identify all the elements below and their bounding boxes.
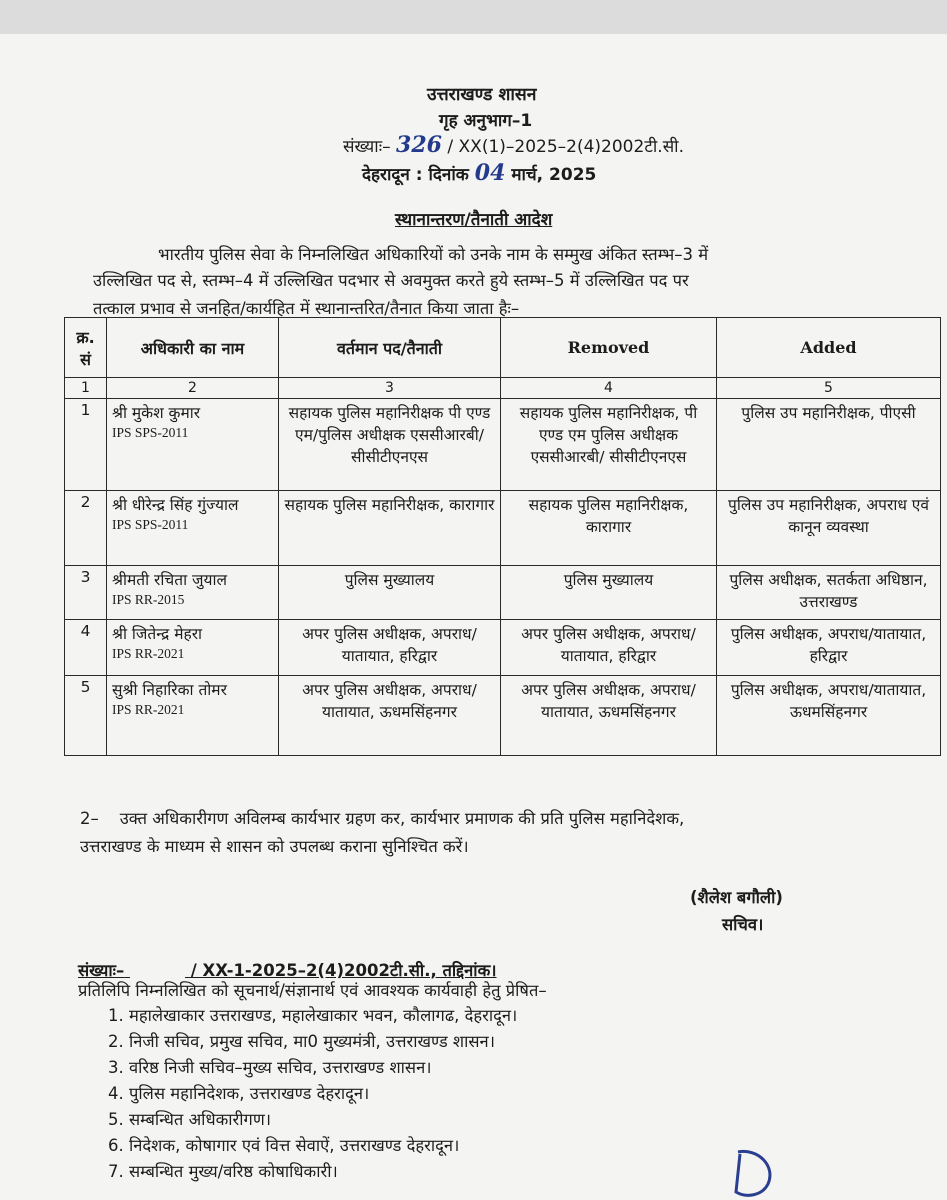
row-officer: [107, 620, 279, 676]
para2-line-2: उत्तराखण्ड के माध्यम से शासन को उपलब्ध कराना सुनिश्चित करें।: [80, 837, 469, 856]
row-added-post: पुलिस अधीक्षक, अपराध/यातायात, ऊधमसिंहनगर: [717, 676, 941, 756]
list-item: 4. पुलिस महानिदेशक, उत्तराखण्ड देहरादून।: [108, 1084, 370, 1103]
column-number-row: [65, 378, 941, 399]
row-sn: 3: [65, 566, 107, 620]
row-removed-post: पुलिस मुख्यालय: [501, 566, 717, 620]
list-item: 7. सम्बन्धित मुख्य/वरिष्ठ कोषाधिकारी।: [108, 1162, 338, 1181]
signatory-name: (शैलेश बगौली): [690, 888, 783, 907]
row-added-post: पुलिस अधीक्षक, सतर्कता अधिष्ठान, उत्तराखण्ड: [717, 566, 941, 620]
table-header-row: [65, 318, 941, 378]
intro-line-2: उल्लिखित पद से, स्तम्भ–4 में उल्लिखित पदभार से अवमुक्त करते हुये स्तम्भ–5 में उल्लिखित पद पर: [93, 271, 689, 290]
copy-ref-number: / XX-1-2025–2(4)2002टी.सी., तद्दिनांक।: [190, 961, 497, 980]
officer-name: श्री मुकेश कुमार: [112, 404, 201, 422]
number-suffix: / XX(1)–2025–2(4)2002टी.सी.: [447, 137, 684, 157]
top-shadow-strip: [0, 0, 947, 34]
order-date-line: [362, 160, 596, 186]
dept-heading: गृह अनुभाग–1: [439, 111, 533, 131]
org-heading: उत्तराखण्ड शासन: [427, 85, 537, 105]
col-number: 2: [107, 378, 279, 399]
intro-line-1: भारतीय पुलिस सेवा के निम्नलिखित अधिकारियों को उनके नाम के सम्मुख अंकित स्तम्भ–3 में: [158, 245, 709, 264]
list-item: 2. निजी सचिव, प्रमुख सचिव, मा0 मुख्यमंत्री, उत्तराखण्ड शासन।: [108, 1032, 495, 1051]
officer-service: IPS RR-2015: [112, 592, 185, 607]
officer-service: IPS RR-2021: [112, 702, 185, 717]
row-added-post: पुलिस अधीक्षक, अपराध/यातायात, हरिद्वार: [717, 620, 941, 676]
row-current-post: सहायक पुलिस महानिरीक्षक, कारागार: [279, 491, 501, 566]
copy-recipient-list: [108, 1003, 517, 1185]
row-sn: 2: [65, 491, 107, 566]
row-current-post: अपर पुलिस अधीक्षक, अपराध/यातायात, हरिद्वार: [279, 620, 501, 676]
handwritten-date: 04: [474, 160, 506, 186]
row-officer: [107, 491, 279, 566]
col-header-removed: Removed: [501, 318, 717, 378]
row-removed-post: अपर पुलिस अधीक्षक, अपराध/यातायात, हरिद्वार: [501, 620, 717, 676]
col-header-added: Added: [717, 318, 941, 378]
para2-line-1: 2– उक्त अधिकारीगण अविलम्ब कार्यभार ग्रहण कर, कार्यभार प्रमाणक की प्रति पुलिस महानिदेशक,: [80, 809, 685, 828]
date-prefix: देहरादून : दिनांक: [362, 165, 469, 185]
officer-service: IPS SPS-2011: [112, 425, 189, 440]
row-officer: [107, 566, 279, 620]
row-added-post: पुलिस उप महानिरीक्षक, अपराध एवं कानून व्यवस्था: [717, 491, 941, 566]
row-current-post: पुलिस मुख्यालय: [279, 566, 501, 620]
row-sn: 5: [65, 676, 107, 756]
table-row: [65, 566, 941, 620]
row-officer: [107, 399, 279, 491]
list-item: 6. निदेशक, कोषागार एवं वित्त सेवाऐं, उत्तराखण्ड देहरादून।: [108, 1136, 460, 1155]
row-current-post: सहायक पुलिस महानिरीक्षक पी एण्ड एम/पुलिस अधीक्षक एससीआरबी/सीसीटीएनएस: [279, 399, 501, 491]
date-suffix: मार्च, 2025: [511, 165, 597, 185]
col-header-name: अधिकारी का नाम: [107, 318, 279, 378]
list-item: 1. महालेखाकार उत्तराखण्ड, महालेखाकार भवन, कौलागढ, देहरादून।: [108, 1006, 518, 1025]
order-title: स्थानान्तरण/तैनाती आदेश: [395, 210, 553, 230]
table-row: [65, 620, 941, 676]
copy-ref-prefix: संख्याः–: [78, 961, 125, 980]
officer-service: IPS RR-2021: [112, 646, 185, 661]
row-removed-post: सहायक पुलिस महानिरीक्षक, पी एण्ड एम पुलिस अधीक्षक एससीआरबी/ सीसीटीएनएस: [501, 399, 717, 491]
intro-line-3: तत्काल प्रभाव से जनहित/कार्यहित में स्थानान्तरित/तैनात किया जाता हैः–: [93, 299, 520, 318]
copy-intro: प्रतिलिपि निम्नलिखित को सूचनार्थ/संज्ञानार्थ एवं आवश्यक कार्यवाही हेतु प्रेषित–: [78, 981, 547, 1000]
table-row: [65, 399, 941, 491]
row-sn: 1: [65, 399, 107, 491]
row-current-post: अपर पुलिस अधीक्षक, अपराध/यातायात, ऊधमसिंहनगर: [279, 676, 501, 756]
officer-name: सुश्री निहारिका तोमर: [112, 681, 227, 699]
col-header-sn: क्र. सं: [65, 318, 107, 378]
officer-name: श्री जितेन्द्र मेहरा: [112, 625, 203, 643]
col-number: 1: [65, 378, 107, 399]
row-officer: [107, 676, 279, 756]
handwritten-number: 326: [396, 132, 442, 158]
handwritten-initial-mark: [728, 1148, 788, 1200]
number-prefix: संख्याः–: [343, 137, 391, 157]
col-number: 3: [279, 378, 501, 399]
col-header-current: वर्तमान पद/तैनाती: [279, 318, 501, 378]
table-row: [65, 676, 941, 756]
transfer-table: [64, 317, 941, 756]
officer-name: श्री धीरेन्द्र सिंह गुंज्याल: [112, 496, 239, 514]
row-removed-post: सहायक पुलिस महानिरीक्षक, कारागार: [501, 491, 717, 566]
row-sn: 4: [65, 620, 107, 676]
table-row: [65, 491, 941, 566]
list-item: 5. सम्बन्धित अधिकारीगण।: [108, 1110, 272, 1129]
row-added-post: पुलिस उप महानिरीक्षक, पीएसी: [717, 399, 941, 491]
signatory-designation: सचिव।: [722, 915, 764, 934]
officer-name: श्रीमती रचिता जुयाल: [112, 571, 228, 589]
officer-service: IPS SPS-2011: [112, 517, 189, 532]
row-removed-post: अपर पुलिस अधीक्षक, अपराध/यातायात, ऊधमसिंहनगर: [501, 676, 717, 756]
col-number: 4: [501, 378, 717, 399]
order-number-line: [343, 132, 684, 158]
col-number: 5: [717, 378, 941, 399]
list-item: 3. वरिष्ठ निजी सचिव–मुख्य सचिव, उत्तराखण्ड शासन।: [108, 1058, 432, 1077]
